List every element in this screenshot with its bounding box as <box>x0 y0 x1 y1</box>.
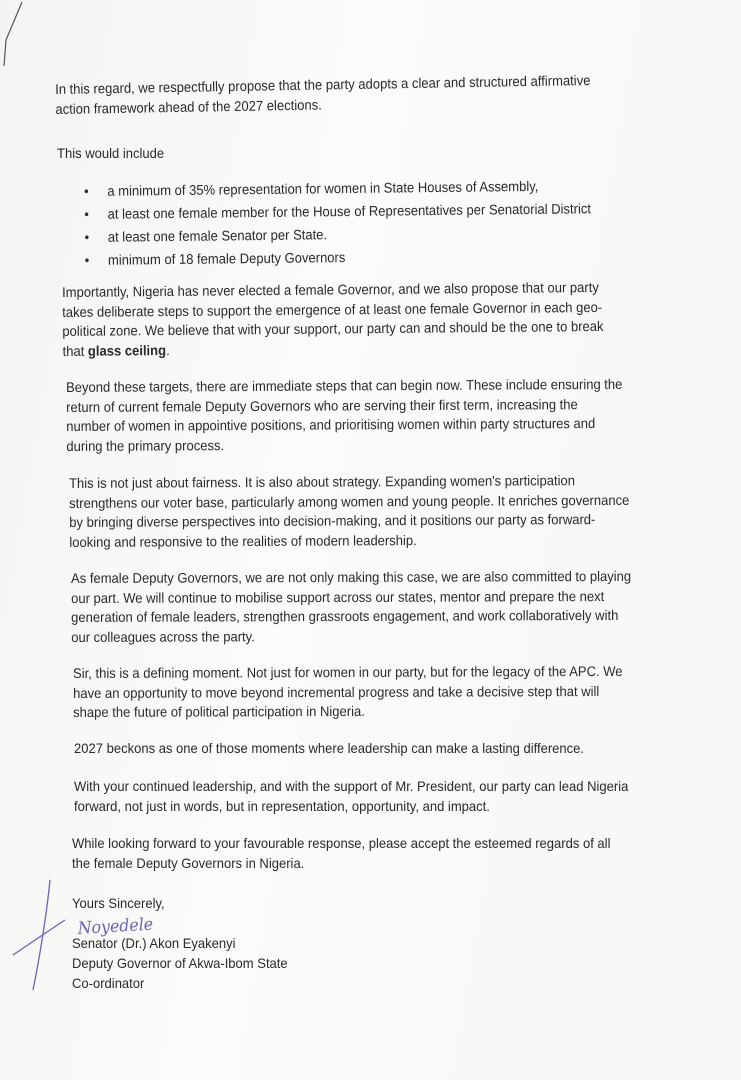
signer-title: Deputy Governor of Akwa-Ibom State <box>72 955 288 971</box>
text-line: shape the future of political participation in Nigeria. <box>73 702 365 720</box>
signer-name: Senator (Dr.) Akon Eyakenyi <box>72 935 236 951</box>
text-line: While looking forward to your favourable response, please accept the esteemed regards of all <box>72 835 611 851</box>
text-line: political zone. We believe that with your support, our party can and should be the one to break <box>62 317 604 339</box>
text-span: . <box>165 341 170 358</box>
text-line: looking and responsive to the realities of modern leadership. <box>69 531 417 550</box>
text-span: that <box>62 342 88 359</box>
closing: Yours Sincerely, <box>72 895 165 911</box>
list-item-text: at least one female Senator per State. <box>107 226 328 245</box>
paragraph-governor <box>62 278 604 361</box>
text-line: during the primary process. <box>66 436 225 454</box>
text-line: strengthens our voter base, particularly among women and young people. It enriches governance <box>69 491 630 511</box>
text-line: Beyond these targets, there are immediate steps that can begin now. These include ensuring the <box>66 375 623 395</box>
text-line: In this regard, we respectfully propose that the party adopts a clear and structured affirmative <box>55 71 591 97</box>
text-line: takes deliberate steps to support the emergence of at least one female Governor in each geo- <box>62 298 603 320</box>
include-label: This would include <box>57 145 165 161</box>
bullet-icon: • <box>84 228 90 245</box>
list-item <box>85 245 592 274</box>
paragraph-2027 <box>74 739 584 759</box>
text-line: return of current female Deputy Governors who are serving their first term, increasing the <box>66 395 578 415</box>
text-line: As female Deputy Governors, we are not only making this case, we are also committed to playing <box>71 567 632 586</box>
page-edge-mark <box>0 0 30 70</box>
text-line: Importantly, Nigeria has never elected a female Governor, and we also propose that our party <box>62 278 599 300</box>
text-line: Sir, this is a defining moment. Not just for women in our party, but for the legacy of the APC. We <box>73 662 623 681</box>
paragraph-defining-moment <box>73 662 623 723</box>
paragraph-continued-leadership <box>74 777 628 816</box>
bold-text: glass ceiling <box>87 341 167 359</box>
bullet-list <box>84 176 592 274</box>
text-line: generation of female leaders, strengthen grassroots engagement, and work collaboratively with <box>71 606 619 625</box>
text-line: our part. We will continue to mobilise support across our states, mentor and prepare the next <box>71 587 605 606</box>
text-line: our colleagues across the party. <box>71 627 255 645</box>
text-line: the female Deputy Governors in Nigeria. <box>72 854 305 871</box>
signature-block <box>72 893 288 993</box>
bullet-icon: • <box>84 251 90 268</box>
paragraph-strategy <box>69 471 630 552</box>
bullet-icon: • <box>84 205 89 222</box>
signer-role: Co-ordinator <box>72 975 145 991</box>
signature: Noyedele <box>77 914 154 939</box>
text-line: 2027 beckons as one of those moments where leadership can make a lasting difference. <box>74 740 585 756</box>
paragraph-regards <box>72 834 610 873</box>
text-line: action framework ahead of the 2027 elections. <box>55 95 322 117</box>
text-line: With your continued leadership, and with the support of Mr. President, our party can lead Nigeria <box>74 778 629 794</box>
paragraph-immediate-steps <box>66 375 623 456</box>
paragraph-proposal <box>55 71 591 119</box>
text-line: forward, not just in words, but in representation, opportunity, and impact. <box>74 797 490 814</box>
text-line: have an opportunity to move beyond incremental progress and take a decisive step that will <box>73 682 600 701</box>
bullet-icon: • <box>84 182 89 199</box>
paragraph-commitment <box>71 567 631 647</box>
list-item-text: minimum of 18 female Deputy Governors <box>107 249 346 268</box>
text-line: number of women in appointive positions, and prioritising women within party structures and <box>66 415 596 434</box>
text-line: This is not just about fairness. It is also about strategy. Expanding women's participation <box>69 472 576 491</box>
list-item-text: at least one female member for the House of Representatives per Senatorial District <box>107 200 592 222</box>
list-item-text: a minimum of 35% representation for women in State Houses of Assembly, <box>107 177 539 199</box>
text-line: by bringing diverse perspectives into decision-making, and it positions our party as forward- <box>69 511 596 530</box>
